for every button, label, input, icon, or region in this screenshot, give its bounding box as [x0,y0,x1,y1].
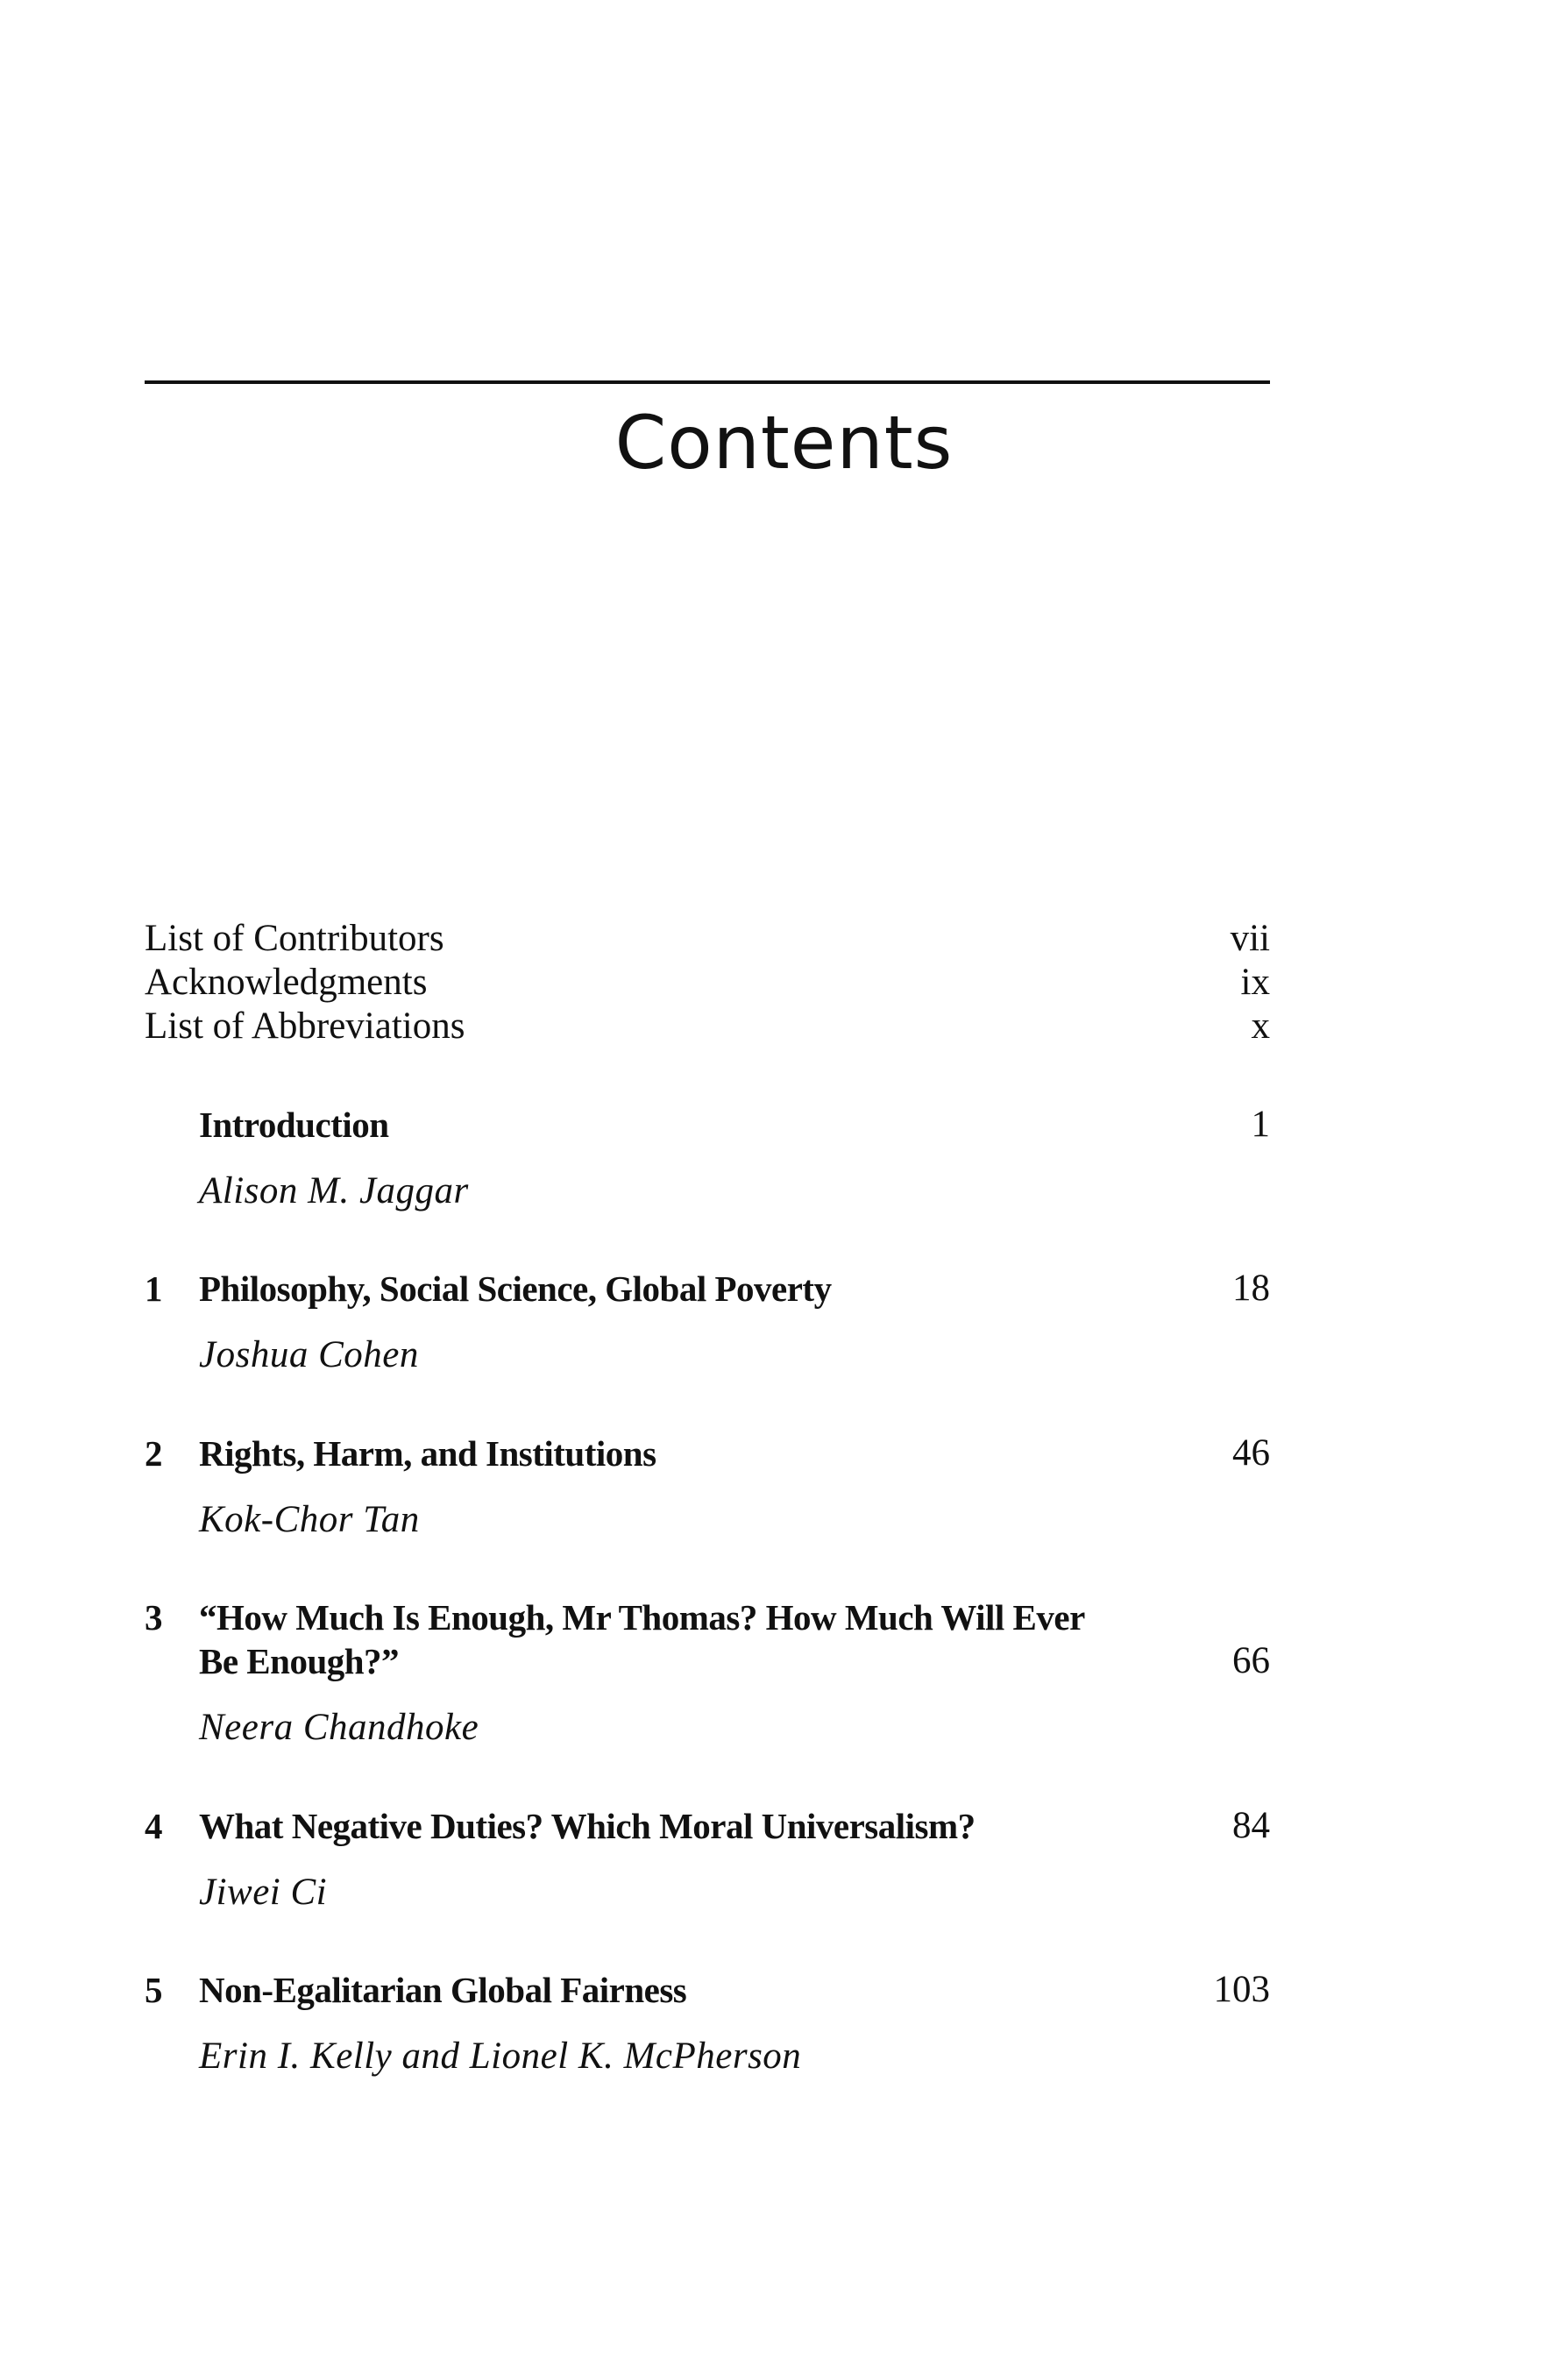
chapter-author: Joshua Cohen [199,1334,419,1375]
chapter-author: Jiwei Ci [199,1872,328,1913]
chapter-title: Introduction [199,1105,389,1145]
chapter-page: 46 [1232,1432,1270,1474]
front-matter-row [145,917,1270,961]
chapter-title: “How Much Is Enough, Mr Thomas? How Much Will Ever Be Enough?” [199,1597,1085,1681]
front-matter-label: List of Contributors [145,918,444,959]
chapter-number: 2 [145,1433,163,1474]
chapter-title: Rights, Harm, and Institutions [199,1433,656,1474]
chapter-page: 18 [1232,1268,1270,1309]
front-matter-page: ix [1240,962,1270,1003]
chapter-page: 1 [1251,1104,1270,1145]
chapter-page: 103 [1213,1969,1270,2010]
chapter-author: Alison M. Jaggar [199,1170,469,1211]
chapter-number: 4 [145,1806,163,1846]
chapter-author: Neera Chandhoke [199,1707,479,1748]
chapter-number: 5 [145,1970,163,2010]
chapter-number: 1 [145,1268,163,1309]
chapter-number: 3 [145,1597,163,1638]
chapter-page: 84 [1232,1805,1270,1846]
header-rule [145,380,1270,384]
chapter-author: Erin I. Kelly and Lionel K. McPherson [199,2036,802,2077]
chapter-title: Non-Egalitarian Global Fairness [199,1970,687,2010]
front-matter-row [145,1005,1270,1048]
chapter-author: Kok-Chor Tan [199,1499,420,1540]
chapter-title: What Negative Duties? Which Moral Universalism? [199,1806,976,1846]
front-matter-row [145,961,1270,1005]
chapter-page: 66 [1232,1640,1270,1681]
front-matter-label: List of Abbreviations [145,1005,465,1047]
chapter-title: Philosophy, Social Science, Global Poverty [199,1268,832,1309]
front-matter-page: vii [1230,918,1270,959]
front-matter-label: Acknowledgments [145,962,428,1003]
front-matter-page: x [1251,1005,1270,1047]
page-title: Contents [614,400,954,486]
